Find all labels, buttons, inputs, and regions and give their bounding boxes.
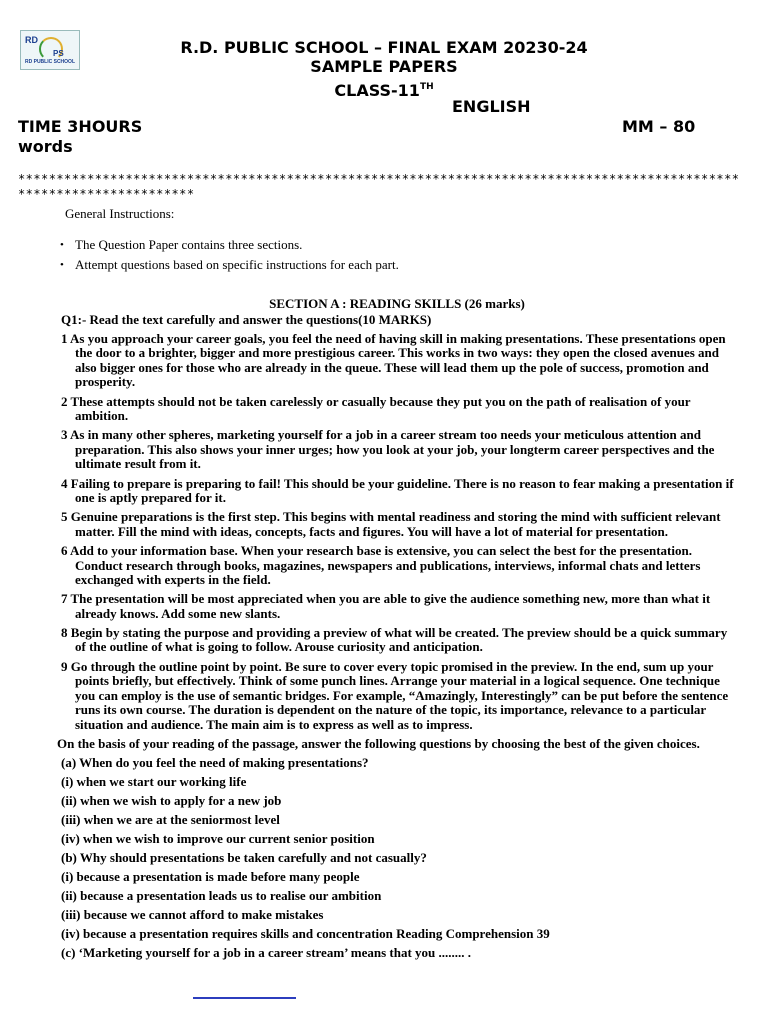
time-label: TIME 3HOURS	[18, 117, 143, 136]
passage-paragraph: 9 Go through the outline point by point. Be sure to cover every topic promised in the preview. In the end, sum up your points briefly, but effectively. Think of some punch lines. Arrange your material in a logical sequence. One technique you can employ is the use of semantic bridges. For example, “Amazingly, Interestingly” can be put before the sentence runs its own course. The duration is dependent on the nature of the topic, its importance, relevance to a particular situation and audience. The main aim is to express as well as to impress.	[61, 658, 729, 732]
question-heading: Q1:- Read the text carefully and answer the questions(10 MARKS)	[61, 311, 432, 327]
marks-label: MM – 80	[622, 117, 696, 136]
section-title: SECTION A : READING SKILLS (26 marks)	[269, 296, 525, 311]
logo-rd: RD	[25, 35, 38, 45]
passage-paragraph: 3 As in many other spheres, marketing yourself for a job in a career stream too needs your meticulous attention and preparation. This also shows your inner urges; how you look at your job, your longterm career perspectives and the ultimate result from it.	[61, 427, 715, 472]
option-line: (iv) because a presentation requires skills and concentration Reading Comprehension 39	[61, 925, 550, 941]
passage-paragraph: 2 These attempts should not be taken carelessly or casually because they put you on the path of realisation of your ambition.	[61, 393, 691, 424]
option-line: (i) when we start our working life	[61, 773, 247, 789]
star-separator: *********************************************************************************************************************	[18, 172, 740, 201]
class-title	[0, 77, 768, 101]
general-instructions-heading: General Instructions:	[65, 206, 175, 221]
reading-section	[57, 296, 741, 960]
words-label: words	[18, 137, 73, 156]
option-line: (i) because a presentation is made before many people	[61, 868, 360, 884]
basis-instruction: On the basis of your reading of the passage, answer the following questions by choosing the best of the given choices.	[57, 735, 700, 751]
passage-paragraph: 8 Begin by stating the purpose and providing a preview of what will be created. The preview should be a quick summary of the outline of what is going to follow. Arouse curiosity and anticipation.	[61, 624, 728, 655]
school-title: R.D. PUBLIC SCHOOL – FINAL EXAM 20230-24	[180, 38, 588, 57]
option-line: (iii) when we are at the seniormost level	[61, 811, 280, 827]
passage-paragraph: 5 Genuine preparations is the first step. This begins with mental readiness and storing the mind with sufficient relevant matter. Fill the mind with ideas, concepts, facts and figures. You will have a lot of material for presentation.	[61, 509, 721, 539]
option-line: (ii) because a presentation leads us to realise our ambition	[61, 887, 382, 903]
passage-paragraph: 6 Add to your information base. When your research base is extensive, you can select the best for the presentation. Conduct research through books, magazines, newspapers and publications, interviews, informal chats and letters exchanged with experts in the field.	[61, 542, 701, 588]
class-superscript: TH	[419, 82, 434, 92]
passage-paragraph: 7 The presentation will be most appreciated when you are able to give the audience something new, more than what it already knows. Add some new slants.	[61, 591, 711, 621]
instructions-list	[60, 237, 399, 277]
logo-ps: PS	[53, 49, 64, 58]
question-line: (a) When do you feel the need of making presentations?	[61, 754, 369, 770]
instruction-item: • The Question Paper contains three sections.	[60, 237, 399, 257]
logo-caption: RD PUBLIC SCHOOL	[25, 59, 75, 65]
question-line: (b) Why should presentations be taken carefully and not casually?	[61, 849, 427, 865]
question-line: (c) ‘Marketing yourself for a job in a career stream’ means that you ........ .	[61, 944, 472, 960]
subject-title: ENGLISH	[452, 97, 531, 116]
sample-papers-title: SAMPLE PAPERS	[310, 57, 458, 76]
passage-paragraph: 1 As you approach your career goals, you feel the need of having skill in making presentations. These presentations open the door to a brighter, bigger and more prestigious career. This works in two ways: they open the closed avenues and also bigger ones for those who are already in the queue. These will lead them up the pole of success, promotion and prosperity.	[61, 330, 726, 390]
link-underline[interactable]	[193, 997, 296, 999]
option-line: (iii) because we cannot afford to make mistakes	[61, 906, 324, 922]
passage-paragraph: 4 Failing to prepare is preparing to fail! This should be your guideline. There is no reason to fear making a presentation if one is aptly prepared for it.	[61, 475, 734, 506]
class-text: CLASS-11	[334, 81, 420, 100]
option-line: (iv) when we wish to improve our current senior position	[61, 830, 375, 846]
option-line: (ii) when we wish to apply for a new job	[61, 792, 282, 808]
instruction-item: • Attempt questions based on specific instructions for each part.	[60, 257, 399, 277]
